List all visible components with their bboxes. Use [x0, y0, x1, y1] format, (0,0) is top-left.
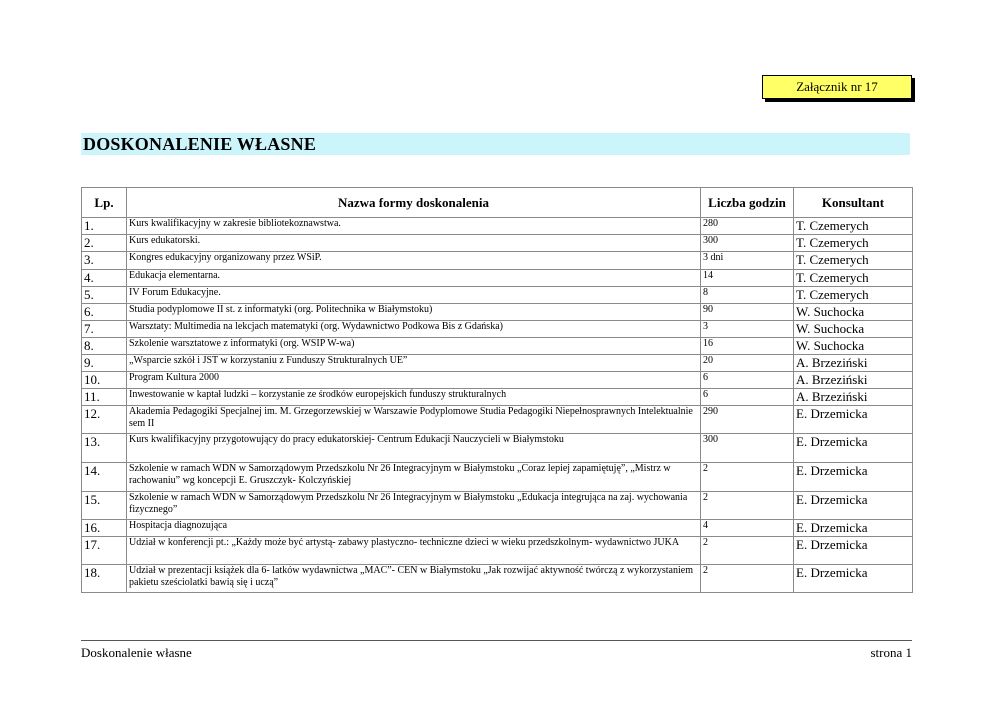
- row-hours: 6: [701, 372, 794, 389]
- row-consultant: T. Czemerych: [794, 252, 913, 270]
- row-hours: 4: [701, 520, 794, 537]
- header-hours: Liczba godzin: [701, 188, 794, 218]
- table-row: [82, 537, 913, 565]
- row-hours: 2: [701, 492, 794, 520]
- row-lp: 9.: [82, 355, 127, 372]
- row-name: Akademia Pedagogiki Specjalnej im. M. Grzegorzewskiej w Warszawie Podyplomowe Studia Pedagogiki Niepełnosprawnych Intelektualnie sem II: [127, 406, 701, 434]
- row-hours: 290: [701, 406, 794, 434]
- table-row: [82, 235, 913, 252]
- title-bar: [81, 133, 910, 155]
- table-row: [82, 338, 913, 355]
- row-consultant: E. Drzemicka: [794, 463, 913, 492]
- row-consultant: E. Drzemicka: [794, 492, 913, 520]
- table-row: [82, 492, 913, 520]
- table-row: [82, 463, 913, 492]
- row-lp: 18.: [82, 565, 127, 593]
- row-name: Studia podyplomowe II st. z informatyki (org. Politechnika w Białymstoku): [127, 304, 701, 321]
- row-name: Szkolenie w ramach WDN w Samorządowym Przedszkolu Nr 26 Integracyjnym w Białymstoku „Coraz lepiej zapamiętuję”, „Mistrz w rachowaniu” wg koncepcji E. Gruszczyk- Kolczyńskiej: [127, 463, 701, 492]
- row-name: Szkolenie warsztatowe z informatyki (org. WSIP W-wa): [127, 338, 701, 355]
- training-table: [81, 187, 913, 593]
- row-consultant: T. Czemerych: [794, 270, 913, 287]
- page-title: DOSKONALENIE WŁASNE: [83, 134, 317, 154]
- row-lp: 12.: [82, 406, 127, 434]
- table-row: [82, 520, 913, 537]
- table-row: [82, 355, 913, 372]
- row-lp: 2.: [82, 235, 127, 252]
- row-consultant: E. Drzemicka: [794, 434, 913, 463]
- row-hours: 8: [701, 287, 794, 304]
- row-name: Kurs kwalifikacyjny przygotowujący do pracy edukatorskiej- Centrum Edukacji Nauczycieli w Białymstoku: [127, 434, 701, 463]
- row-hours: 3 dni: [701, 252, 794, 270]
- table-row: [82, 372, 913, 389]
- row-hours: 90: [701, 304, 794, 321]
- row-hours: 3: [701, 321, 794, 338]
- row-consultant: W. Suchocka: [794, 321, 913, 338]
- footer-divider: [81, 640, 912, 641]
- row-lp: 14.: [82, 463, 127, 492]
- row-consultant: A. Brzeziński: [794, 389, 913, 406]
- table-row: [82, 252, 913, 270]
- row-hours: 20: [701, 355, 794, 372]
- row-consultant: E. Drzemicka: [794, 565, 913, 593]
- row-lp: 11.: [82, 389, 127, 406]
- row-hours: 2: [701, 537, 794, 565]
- row-lp: 8.: [82, 338, 127, 355]
- row-lp: 3.: [82, 252, 127, 270]
- row-name: Warsztaty: Multimedia na lekcjach matematyki (org. Wydawnictwo Podkowa Bis z Gdańska): [127, 321, 701, 338]
- row-hours: 300: [701, 235, 794, 252]
- row-consultant: E. Drzemicka: [794, 520, 913, 537]
- row-lp: 15.: [82, 492, 127, 520]
- row-lp: 5.: [82, 287, 127, 304]
- table-row: [82, 287, 913, 304]
- row-consultant: W. Suchocka: [794, 304, 913, 321]
- row-hours: 16: [701, 338, 794, 355]
- footer-title: Doskonalenie własne: [81, 645, 192, 660]
- table-row: [82, 304, 913, 321]
- row-name: IV Forum Edukacyjne.: [127, 287, 701, 304]
- row-lp: 10.: [82, 372, 127, 389]
- row-lp: 7.: [82, 321, 127, 338]
- row-hours: 2: [701, 463, 794, 492]
- row-hours: 300: [701, 434, 794, 463]
- row-hours: 280: [701, 218, 794, 235]
- row-name: Udział w prezentacji książek dla 6- latków wydawnictwa „MAC”- CEN w Białymstoku „Jak rozwijać aktywność twórczą z wykorzystaniem pakietu sześciolatki bawią się i uczą”: [127, 565, 701, 593]
- header-lp: Lp.: [82, 188, 127, 218]
- table-row: [82, 218, 913, 235]
- row-consultant: A. Brzeziński: [794, 372, 913, 389]
- table-header-row: [82, 188, 913, 218]
- table-row: [82, 406, 913, 434]
- row-hours: 6: [701, 389, 794, 406]
- row-name: „Wsparcie szkół i JST w korzystaniu z Funduszy Strukturalnych UE”: [127, 355, 701, 372]
- table-row: [82, 434, 913, 463]
- row-name: Kurs kwalifikacyjny w zakresie bibliotekoznawstwa.: [127, 218, 701, 235]
- row-consultant: W. Suchocka: [794, 338, 913, 355]
- row-consultant: A. Brzeziński: [794, 355, 913, 372]
- row-lp: 1.: [82, 218, 127, 235]
- row-consultant: E. Drzemicka: [794, 406, 913, 434]
- page-number: strona 1: [870, 645, 912, 660]
- row-consultant: T. Czemerych: [794, 235, 913, 252]
- row-lp: 6.: [82, 304, 127, 321]
- header-name: Nazwa formy doskonalenia: [127, 188, 701, 218]
- row-lp: 17.: [82, 537, 127, 565]
- row-name: Kurs edukatorski.: [127, 235, 701, 252]
- row-name: Udział w konferencji pt.: „Każdy może być artystą- zabawy plastyczno- techniczne dzieci w wieku przedszkolnym- wydawnictwo JUKA: [127, 537, 701, 565]
- row-name: Hospitacja diagnozująca: [127, 520, 701, 537]
- row-name: Inwestowanie w kaptał ludzki – korzystanie ze środków europejskich funduszy strukturalnych: [127, 389, 701, 406]
- row-consultant: T. Czemerych: [794, 287, 913, 304]
- table-row: [82, 270, 913, 287]
- row-name: Kongres edukacyjny organizowany przez WSiP.: [127, 252, 701, 270]
- row-name: Program Kultura 2000: [127, 372, 701, 389]
- annex-label: Załącznik nr 17: [762, 75, 912, 99]
- row-lp: 13.: [82, 434, 127, 463]
- row-consultant: T. Czemerych: [794, 218, 913, 235]
- header-consultant: Konsultant: [794, 188, 913, 218]
- row-hours: 2: [701, 565, 794, 593]
- table-row: [82, 565, 913, 593]
- row-consultant: E. Drzemicka: [794, 537, 913, 565]
- table-row: [82, 321, 913, 338]
- row-hours: 14: [701, 270, 794, 287]
- row-name: Szkolenie w ramach WDN w Samorządowym Przedszkolu Nr 26 Integracyjnym w Białymstoku „Edukacja integrująca na zaj. wychowania fizycznego”: [127, 492, 701, 520]
- row-lp: 4.: [82, 270, 127, 287]
- table-row: [82, 389, 913, 406]
- row-name: Edukacja elementarna.: [127, 270, 701, 287]
- row-lp: 16.: [82, 520, 127, 537]
